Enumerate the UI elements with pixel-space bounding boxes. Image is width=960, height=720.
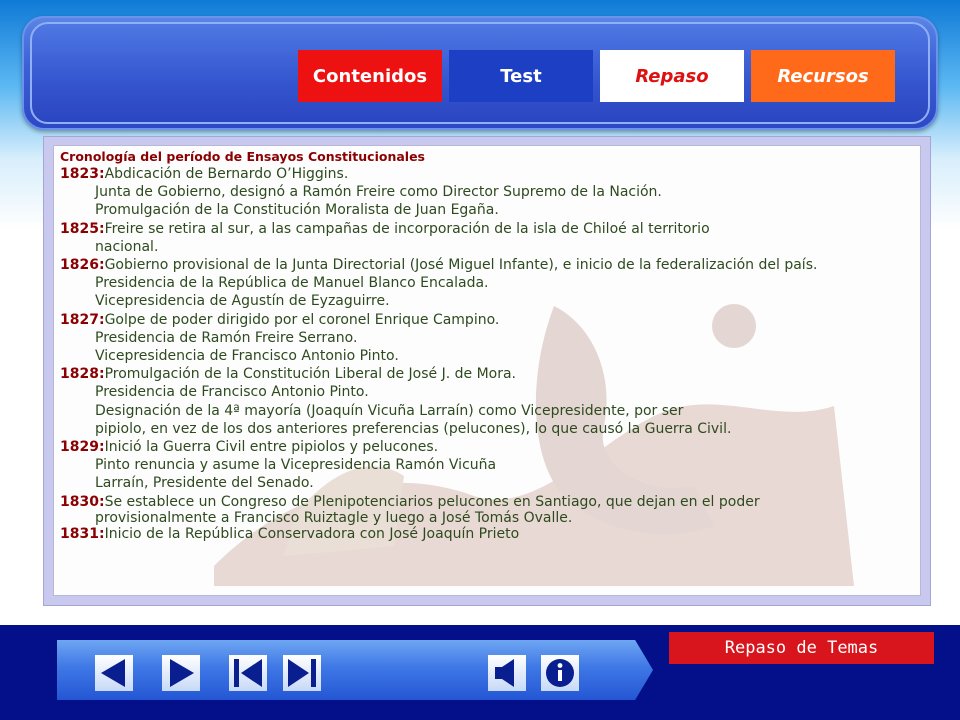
event-text: Designación de la 4ª mayoría (Joaquín Vicuña Larraín) como Vicepresidente, por ser <box>95 402 684 419</box>
first-icon <box>229 655 267 691</box>
event-text: Junta de Gobierno, designó a Ramón Freire como Director Supremo de la Nación. <box>95 184 662 201</box>
event-text: Gobierno provisional de la Junta Directorial (José Miguel Infante), e inicio de la federalización del país. <box>104 257 818 274</box>
chronology-line <box>60 220 914 238</box>
chronology-line <box>60 256 914 274</box>
event-text: Golpe de poder dirigido por el coronel Enrique Campino. <box>104 311 500 328</box>
chronology-line <box>60 365 914 383</box>
chronology-line <box>60 383 914 401</box>
event-text: Se establece un Congreso de Plenipotenciarios pelucones en Santiago, que dejan en el poder <box>104 493 760 510</box>
event-text: nacional. <box>95 238 159 255</box>
last-icon <box>283 655 321 691</box>
event-text: Freire se retira al sur, a las campañas de incorporación de la isla de Chiloé al territorio <box>104 220 710 237</box>
chronology-line <box>60 329 914 347</box>
content-panel-frame <box>43 136 931 606</box>
event-text: Presidencia de la República de Manuel Blanco Encalada. <box>95 275 489 292</box>
chronology-line <box>60 474 914 492</box>
chronology-line <box>60 292 914 310</box>
event-text: Presidencia de Ramón Freire Serrano. <box>95 329 358 346</box>
event-text: Vicepresidencia de Agustín de Eyzaguirre. <box>95 293 390 310</box>
event-text: Larraín, Presidente del Senado. <box>95 475 314 492</box>
tab-test[interactable]: Test <box>449 50 593 102</box>
year-label: 1828: <box>60 366 105 383</box>
event-text: provisionalmente a Francisco Ruiztagle y luego a José Tomás Ovalle. <box>95 509 573 526</box>
chronology-line <box>60 525 914 543</box>
year-label: 1829: <box>60 439 105 456</box>
sound-icon <box>488 655 526 691</box>
event-text: Inició la Guerra Civil entre pipiolos y pelucones. <box>104 439 439 456</box>
chronology-line <box>60 165 914 183</box>
event-text: pipiolo, en vez de los dos anteriores preferencias (pelucones), lo que causó la Guerra Civil. <box>95 420 732 437</box>
chronology-line <box>60 438 914 456</box>
sound-button[interactable] <box>488 655 526 691</box>
event-text: Vicepresidencia de Francisco Antonio Pinto. <box>95 348 399 365</box>
event-text: Promulgación de la Constitución Moralista de Juan Egaña. <box>95 202 499 219</box>
event-text: Pinto renuncia y asume la Vicepresidencia Ramón Vicuña <box>95 457 497 474</box>
chronology-line <box>60 201 914 219</box>
section-badge: Repaso de Temas <box>669 632 934 664</box>
chronology-line <box>60 456 914 474</box>
tab-recursos[interactable]: Recursos <box>751 50 895 102</box>
previous-button[interactable] <box>95 655 133 691</box>
event-text: Promulgación de la Constitución Liberal de José J. de Mora. <box>104 366 516 383</box>
chronology-line <box>60 311 914 329</box>
last-button[interactable] <box>283 655 321 691</box>
chronology-line <box>60 420 914 438</box>
info-icon <box>541 655 579 691</box>
year-label: 1825: <box>60 220 105 237</box>
chronology-line <box>60 347 914 365</box>
chronology-title: Cronología del período de Ensayos Constitucionales <box>60 149 426 164</box>
year-label: 1830: <box>60 493 105 510</box>
tab-contenidos[interactable]: Contenidos <box>298 50 442 102</box>
content-panel <box>53 145 921 596</box>
year-label: 1823: <box>60 166 105 182</box>
event-text: Abdicación de Bernardo O’Higgins. <box>104 166 349 182</box>
chronology-line <box>60 274 914 292</box>
first-button[interactable] <box>229 655 267 691</box>
tab-bar <box>298 50 895 102</box>
previous-icon <box>95 655 133 691</box>
chronology-text <box>60 148 914 543</box>
event-text: Presidencia de Francisco Antonio Pinto. <box>95 384 369 401</box>
next-icon <box>162 655 200 691</box>
chronology-line <box>60 511 914 525</box>
tab-repaso[interactable]: Repaso <box>600 50 744 102</box>
info-button[interactable] <box>541 655 579 691</box>
chronology-line <box>60 238 914 256</box>
year-label: 1827: <box>60 311 105 328</box>
year-label: 1826: <box>60 257 105 274</box>
year-label: 1831: <box>60 525 105 542</box>
chronology-line <box>60 402 914 420</box>
chronology-line <box>60 493 914 511</box>
next-button[interactable] <box>162 655 200 691</box>
event-text: Inicio de la República Conservadora con José Joaquín Prieto <box>104 525 520 542</box>
chronology-line <box>60 183 914 201</box>
